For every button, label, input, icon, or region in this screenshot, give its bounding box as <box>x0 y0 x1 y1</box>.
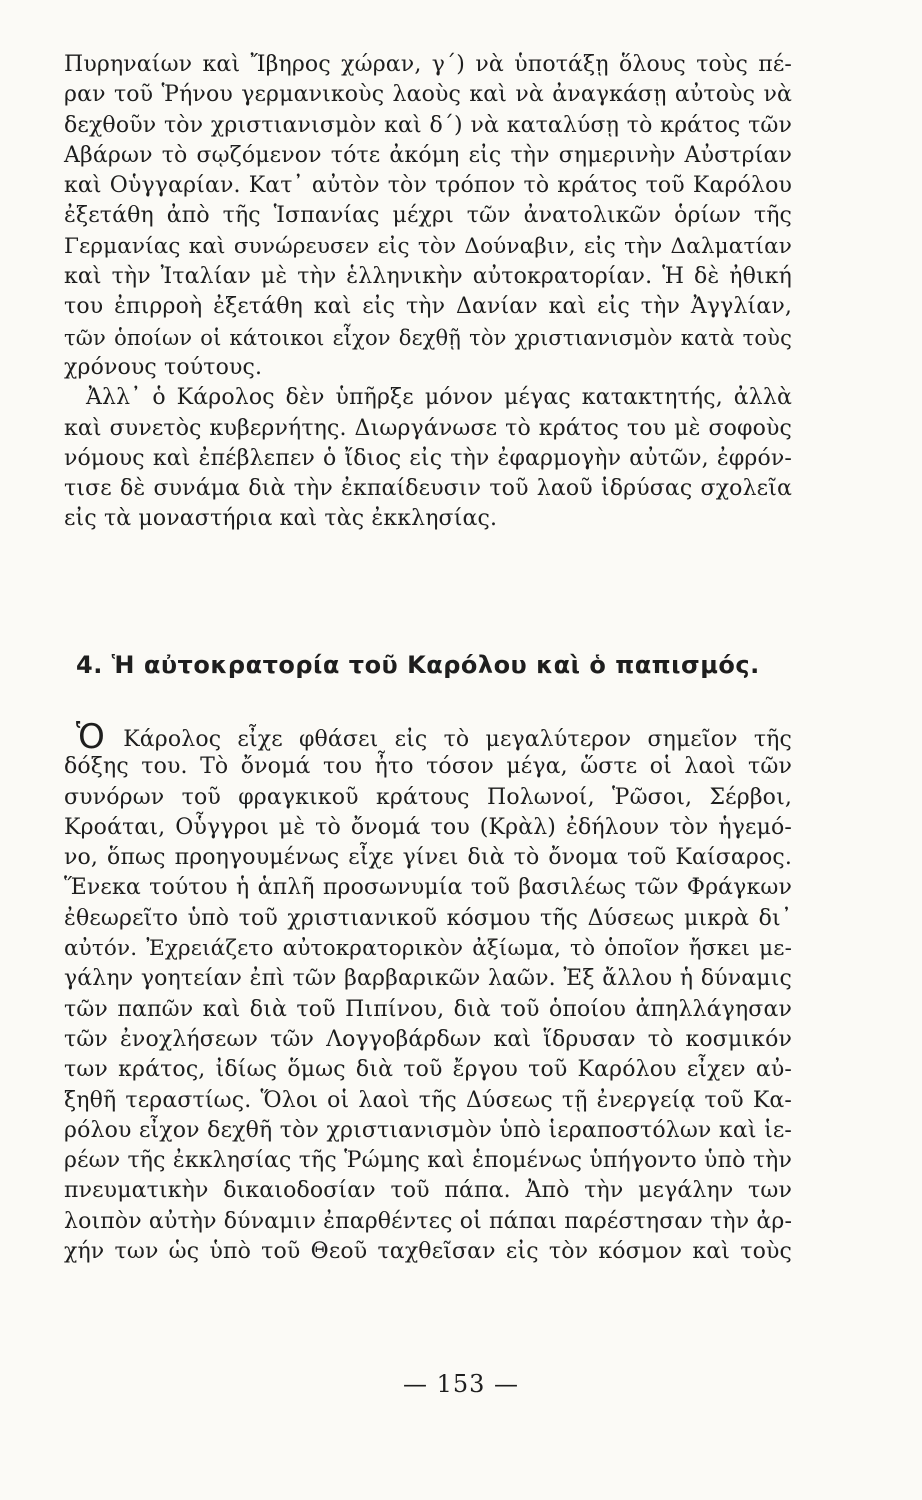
text-line: ραν τοῦ Ῥήνου γερμανικοὺς λαοὺς καὶ νὰ ἀναγκάσῃ αὐτοὺς νὰ <box>64 82 792 108</box>
text-line: ξηθῆ τεραστίως. Ὅλοι οἱ λαοὶ τῆς Δύσεως τῇ ἐνεργείᾳ τοῦ Κα- <box>64 1087 792 1113</box>
text-line: πνευματικὴν δικαιοδοσίαν τοῦ πάπα. Ἀπὸ τὴν μεγάλην των <box>64 1178 792 1204</box>
text-line: εἰς τὰ μοναστήρια καὶ τὰς ἐκκλησίας. <box>64 506 498 532</box>
section-body <box>64 717 793 1267</box>
text-line: χρόνους τούτους. <box>64 354 263 380</box>
text-line: τῶν παπῶν καὶ διὰ τοῦ Πιπίνου, διὰ τοῦ ὁποίου ἀπηλλάγησαν <box>64 996 792 1022</box>
text-line: τῶν ὁποίων οἱ κάτοικοι εἶχον δεχθῇ τὸν χριστιανισμὸν κατὰ τοὺς <box>64 325 792 350</box>
text-line: νο, ὅπως προηγουμένως εἶχε γίνει διὰ τὸ ὄνομα τοῦ Καίσαρος. <box>64 845 792 871</box>
text-line: του ἐπιρροὴ ἐξετάθη καὶ εἰς τὴν Δανίαν καὶ εἰς τὴν Ἀγγλίαν, <box>64 294 792 320</box>
text-line: Αβάρων τὸ σῳζόμενον τότε ἀκόμη εἰς τὴν σημερινὴν Αὐστρίαν <box>64 142 792 168</box>
text-line: των κράτος, ἰδίως ὅμως διὰ τοῦ ἔργου τοῦ Καρόλου εἶχεν αὐ- <box>64 1057 792 1083</box>
text-line: Ἀλλ᾽ ὁ Κάρολος δὲν ὑπῆρξε μόνον μέγας κατακτητής, ἀλλὰ <box>86 385 792 411</box>
text-line: ἐξετάθη ἀπὸ τῆς Ἱσπανίας μέχρι τῶν ἀνατολικῶν ὁρίων τῆς <box>64 203 792 229</box>
text-line: ρόλου εἶχον δεχθῆ τὸν χριστιανισμὸν ὑπὸ ἱεραποστόλων καὶ ἱε- <box>64 1117 792 1143</box>
text-line: χήν των ὡς ὑπὸ τοῦ Θεοῦ ταχθεῖσαν εἰς τὸν κόσμον καὶ τοὺς <box>64 1239 792 1265</box>
text-line: καὶ Οὑγγαρίαν. Κατ᾽ αὐτὸν τὸν τρόπον τὸ κράτος τοῦ Καρόλου <box>64 173 792 199</box>
page-number: — 153 — <box>402 1370 520 1398</box>
paragraph-conquests <box>64 50 792 383</box>
text-line: συνόρων τοῦ φραγκικοῦ κράτους Πολωνοί, Ῥῶσοι, Σέρβοι, <box>64 784 792 810</box>
text-line: Γερμανίας καὶ συνώρευσεν εἰς τὸν Δούναβιν, εἰς τὴν Δαλματίαν <box>64 233 792 259</box>
paragraph-governance <box>64 383 792 534</box>
text-line: τῶν ἐνοχλήσεων τῶν Λογγοβάρδων καὶ ἵδρυσαν τὸ κοσμικόν <box>64 1026 792 1052</box>
text-line: καὶ συνετὸς κυβερνήτης. Διωργάνωσε τὸ κράτος του μὲ σοφοὺς <box>64 415 792 441</box>
text-line-first <box>64 717 792 757</box>
drop-cap: Ὁ <box>76 717 105 757</box>
text-line: καὶ τὴν Ἰταλίαν μὲ τὴν ἑλληνικὴν αὐτοκρατορίαν. Ἡ δὲ ἠθική <box>64 264 792 290</box>
text-line: Ἕνεκα τούτου ἡ ἁπλῆ προσωνυμία τοῦ βασιλέως τῶν Φράγκων <box>64 875 792 901</box>
text-line: Πυρηναίων καὶ Ἴβηρος χώραν, γ΄) νὰ ὑποτάξῃ ὅλους τοὺς πέ- <box>64 52 792 77</box>
first-line-text: Κάρολος εἶχε φθάσει εἰς τὸ μεγαλύτερον σημεῖον τῆς <box>123 727 792 752</box>
text-line: αὐτόν. Ἐχρειάζετο αὐτοκρατορικὸν ἀξίωμα, τὸ ὁποῖον ἤσκει με- <box>64 936 792 962</box>
text-line: γάλην γοητείαν ἐπὶ τῶν βαρβαρικῶν λαῶν. Ἐξ ἄλλου ἡ δύναμις <box>64 966 792 992</box>
text-line: νόμους καὶ ἐπέβλεπεν ὁ ἴδιος εἰς τὴν ἐφαρμογὴν αὐτῶν, ἐφρόν- <box>64 445 792 471</box>
body-text-top <box>64 50 792 535</box>
text-line: δεχθοῦν τὸν χριστιανισμὸν καὶ δ΄) νὰ καταλύσῃ τὸ κράτος τῶν <box>64 112 792 138</box>
text-line: δόξης του. Τὸ ὄνομά του ἦτο τόσον μέγα, ὥστε οἱ λαοὶ τῶν <box>64 754 792 780</box>
text-line: ρέων τῆς ἐκκλησίας τῆς Ῥώμης καὶ ἑπομένως ὑπήγοντο ὑπὸ τὴν <box>64 1148 792 1174</box>
text-line: ἐθεωρεῖτο ὑπὸ τοῦ χριστιανικοῦ κόσμου τῆς Δύσεως μικρὰ δι᾽ <box>64 905 792 931</box>
text-line: τισε δὲ συνάμα διὰ τὴν ἐκπαίδευσιν τοῦ λαοῦ ἱδρύσας σχολεῖα <box>64 476 792 502</box>
section-heading: 4. Ἡ αὐτοκρατορία τοῦ Καρόλου καὶ ὁ παπισμός. <box>76 651 760 679</box>
text-line: λοιπὸν αὐτὴν δύναμιν ἐπαρθέντες οἱ πάπαι παρέστησαν τὴν ἀρ- <box>64 1208 793 1234</box>
text-line: Κροάται, Οὗγγροι μὲ τὸ ὄνομά του (Κρὰλ) ἐδήλουν τὸν ἡγεμό- <box>64 814 792 840</box>
